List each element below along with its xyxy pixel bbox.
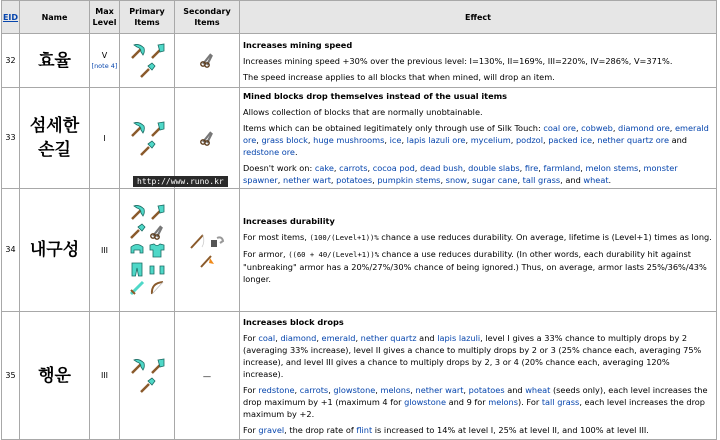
- table-row: [2, 34, 717, 88]
- effect-text: ,: [463, 384, 469, 395]
- eid-cell: 35: [2, 312, 20, 440]
- effect-text: ,: [384, 135, 390, 145]
- effect-text: Mined blocks drop themselves instead of the usual items: [243, 91, 508, 101]
- max-level-value: III: [100, 371, 109, 380]
- effect-text: ). For: [518, 396, 542, 407]
- item-link[interactable]: potatoes: [468, 384, 505, 395]
- item-link[interactable]: redstone ore: [243, 147, 295, 157]
- diamond-axe-icon[interactable]: [148, 203, 166, 221]
- item-link[interactable]: dead bush: [420, 163, 463, 173]
- effect-text: ,: [462, 163, 469, 173]
- item-link[interactable]: coal: [258, 332, 276, 343]
- effect-text: Increases mining speed +30% over the previous level: I=130%, II=169%, III=220%, IV=286%, V=371%.: [243, 55, 673, 66]
- enchant-name: 내구성: [20, 189, 90, 312]
- effect-heading: [243, 316, 712, 328]
- item-link[interactable]: double slabs: [468, 163, 520, 173]
- effect-text: For: [243, 424, 259, 435]
- item-link[interactable]: flint: [356, 424, 373, 435]
- effect-text: For: [243, 332, 259, 343]
- item-link[interactable]: redstone: [258, 384, 295, 395]
- effect-text: ,: [277, 175, 283, 185]
- effect-text: ,: [612, 123, 619, 133]
- primary-items-cell: [120, 189, 175, 312]
- fishing-rod-icon[interactable]: [188, 232, 206, 250]
- primary-items-cell: [120, 312, 175, 440]
- item-link[interactable]: mycelium: [470, 135, 511, 145]
- eid-cell: 32: [2, 34, 20, 88]
- item-link[interactable]: huge mushrooms: [313, 135, 385, 145]
- item-link[interactable]: tall grass: [541, 396, 580, 407]
- item-link[interactable]: packed ice: [548, 135, 593, 145]
- item-link[interactable]: cocoa pod: [372, 163, 415, 173]
- item-link[interactable]: melons: [380, 384, 411, 395]
- effect-cell: [240, 34, 717, 88]
- diamond-sword-icon[interactable]: [128, 279, 146, 297]
- item-link[interactable]: coal ore: [543, 123, 576, 133]
- effect-text: ,: [592, 135, 598, 145]
- item-link[interactable]: nether quartz: [360, 332, 417, 343]
- max-level-cell: [90, 312, 120, 440]
- effect-paragraph: [243, 248, 712, 285]
- table-row: [2, 189, 717, 312]
- table-row: [2, 88, 717, 189]
- effect-paragraph: [243, 162, 712, 186]
- effect-text: ,: [316, 332, 322, 343]
- effect-cell: [240, 189, 717, 312]
- effect-text: ,: [328, 384, 334, 395]
- carrot-on-a-stick-icon[interactable]: [198, 251, 216, 269]
- effect-text: , and: [560, 175, 584, 185]
- effect-text: ,: [307, 135, 314, 145]
- table-row: [2, 312, 717, 440]
- diamond-chestplate-icon[interactable]: [148, 241, 166, 259]
- effect-text: and: [669, 135, 688, 145]
- item-link[interactable]: podzol: [515, 135, 543, 145]
- header-max-level: Max Level: [90, 1, 120, 34]
- item-link[interactable]: snow: [445, 175, 467, 185]
- item-link[interactable]: gravel: [258, 424, 285, 435]
- effect-text: ,: [542, 135, 549, 145]
- effect-text: ,: [410, 384, 416, 395]
- item-link[interactable]: emerald: [321, 332, 356, 343]
- formula-text: ((60 + 40/(Level+1))%: [288, 250, 380, 259]
- effect-text: ,: [372, 175, 378, 185]
- item-link[interactable]: emerald ore: [243, 123, 709, 145]
- effect-paragraph: [243, 332, 712, 380]
- secondary-items-cell: [175, 34, 240, 88]
- diamond-shovel-icon[interactable]: [138, 376, 156, 394]
- secondary-none-dash: —: [202, 370, 212, 381]
- diamond-boots-icon[interactable]: [148, 260, 166, 278]
- item-link[interactable]: lapis lazuli: [437, 332, 481, 343]
- effect-text: and: [504, 384, 526, 395]
- effect-text: .: [608, 175, 612, 185]
- effect-text: ,: [355, 332, 361, 343]
- effect-text: ,: [294, 384, 300, 395]
- enchantment-table: [1, 0, 717, 440]
- effect-heading: [243, 215, 712, 227]
- effect-paragraph: [243, 122, 712, 158]
- item-link[interactable]: glowstone: [404, 396, 446, 407]
- effect-cell: [240, 88, 717, 189]
- item-link[interactable]: nether wart: [415, 384, 464, 395]
- header-primary-items: Primary Items: [120, 1, 175, 34]
- item-link[interactable]: cobweb: [581, 123, 613, 133]
- eid-cell: 34: [2, 189, 20, 312]
- item-link[interactable]: carrots: [299, 384, 329, 395]
- effect-text: ,: [414, 163, 420, 173]
- effect-text: ,: [575, 123, 582, 133]
- header-effect: Effect: [240, 1, 717, 34]
- secondary-items-cell: [175, 312, 240, 440]
- max-level-cell: [90, 88, 120, 189]
- item-link[interactable]: diamond: [280, 332, 317, 343]
- diamond-shovel-icon[interactable]: [138, 61, 156, 79]
- effect-paragraph: [243, 71, 712, 83]
- diamond-leggings-icon[interactable]: [128, 260, 146, 278]
- diamond-helmet-icon[interactable]: [128, 241, 146, 259]
- effect-paragraph: [243, 231, 712, 244]
- diamond-axe-icon[interactable]: [148, 120, 166, 138]
- effect-paragraph: [243, 424, 712, 436]
- effect-text: ,: [465, 135, 471, 145]
- enchant-name: 섬세한 손길: [20, 88, 90, 189]
- item-link[interactable]: nether wart: [283, 175, 331, 185]
- effect-text: For: [243, 384, 259, 395]
- effect-text: .: [294, 147, 298, 157]
- item-link[interactable]: wheat: [583, 175, 609, 185]
- effect-paragraph: [243, 106, 712, 118]
- effect-text: , the drop rate of: [284, 424, 357, 435]
- effect-text: (seeds only), each level increases the drop maximum by +1 (maximum 4 for: [243, 384, 708, 407]
- item-link[interactable]: ice: [389, 135, 402, 145]
- effect-text: , level I gives a 33% chance to multiply drops by 2 (averaging 33% increase), level II gives a chance to multiply drops by 2 or 3 (25% chance each, averaging 75% increase), and level III gives a chance to multiply drops by 2, 3 or 4 (20% chance each, averaging 120% increase).: [243, 332, 702, 379]
- diamond-pickaxe-icon[interactable]: [128, 203, 146, 221]
- effect-heading: [243, 39, 712, 51]
- effect-text: ,: [375, 384, 381, 395]
- effect-text: ,: [669, 123, 675, 133]
- note-link[interactable]: [note 4]: [91, 61, 118, 70]
- effect-text: Doesn't work on:: [243, 163, 315, 173]
- enchant-name: 행운: [20, 312, 90, 440]
- effect-text: chance a use reduces durability. On average, lifetime is (Level+1) times as long.: [378, 232, 712, 242]
- effect-text: Increases block drops: [243, 316, 344, 327]
- effect-text: Increases durability: [243, 216, 335, 226]
- effect-text: Allows collection of blocks that are normally unobtainable.: [243, 107, 483, 117]
- effect-text: ,: [517, 175, 523, 185]
- effect-text: and 9 for: [445, 396, 489, 407]
- diamond-pickaxe-icon[interactable]: [128, 120, 146, 138]
- header-name: Name: [20, 1, 90, 34]
- effect-paragraph: [243, 55, 712, 67]
- effect-text: For most items,: [243, 232, 310, 242]
- diamond-pickaxe-icon[interactable]: [128, 42, 146, 60]
- diamond-shovel-icon[interactable]: [128, 222, 146, 240]
- header-eid[interactable]: EID: [2, 1, 20, 34]
- effect-text: ,: [510, 135, 516, 145]
- effect-paragraph: [243, 384, 712, 420]
- effect-text: ,: [440, 175, 446, 185]
- diamond-pickaxe-icon[interactable]: [128, 357, 146, 375]
- effect-text: ,: [466, 175, 473, 185]
- eid-cell: 33: [2, 88, 20, 189]
- effect-text: chance a use reduces durability. (In other words, each durability hit against "unbreaking" armor has a 20%/27%/30% chance of being ignored.) Thus, on average, armor lasts 25%/36%/43% longer.: [243, 249, 707, 284]
- effect-text: ,: [330, 175, 337, 185]
- primary-items-cell: [120, 34, 175, 88]
- effect-text: ,: [519, 163, 525, 173]
- header-secondary-items: Secondary Items: [175, 1, 240, 34]
- effect-cell: [240, 312, 717, 440]
- flint-and-steel-icon[interactable]: [208, 232, 226, 250]
- effect-text: ,: [256, 135, 262, 145]
- item-link[interactable]: potatoes: [336, 175, 373, 185]
- max-level-cell: [90, 189, 120, 312]
- max-level-value: III: [100, 245, 109, 255]
- diamond-axe-icon[interactable]: [148, 42, 166, 60]
- effect-text: ,: [401, 135, 407, 145]
- diamond-axe-icon[interactable]: [148, 357, 166, 375]
- diamond-shovel-icon[interactable]: [138, 139, 156, 157]
- effect-heading: [243, 90, 712, 102]
- effect-text: ,: [333, 163, 340, 173]
- effect-text: ,: [580, 163, 586, 173]
- effect-text: ,: [275, 332, 281, 343]
- item-link[interactable]: carrots: [339, 163, 368, 173]
- item-link[interactable]: nether quartz ore: [597, 135, 669, 145]
- item-link[interactable]: sugar cane: [472, 175, 518, 185]
- shears-icon[interactable]: [198, 50, 216, 68]
- item-link[interactable]: pumpkin stems: [377, 175, 441, 185]
- item-link[interactable]: farmland: [543, 163, 581, 173]
- formula-text: (100/(Level+1))%: [309, 233, 379, 242]
- item-link[interactable]: grass block: [261, 135, 308, 145]
- max-level-value: V: [101, 50, 108, 60]
- effect-text: is increased to 14% at level I, 25% at level II, and 100% at level III.: [372, 424, 649, 435]
- effect-text: ,: [638, 163, 644, 173]
- effect-text: For armor,: [243, 249, 289, 259]
- effect-text: The speed increase applies to all blocks that when mined, will drop an item.: [243, 71, 555, 82]
- header-row: [2, 1, 717, 34]
- max-level-cell: [90, 34, 120, 88]
- shears-icon[interactable]: [198, 128, 216, 146]
- watermark-url: http://www.runo.kr: [133, 176, 228, 187]
- item-link[interactable]: monster spawner: [243, 163, 678, 185]
- item-link[interactable]: melon stems: [585, 163, 639, 173]
- item-link[interactable]: melons: [488, 396, 519, 407]
- item-link[interactable]: lapis lazuli ore: [406, 135, 466, 145]
- secondary-items-cell: [175, 88, 240, 189]
- effect-text: and: [416, 332, 438, 343]
- enchant-name: 효율: [20, 34, 90, 88]
- effect-text: ,: [367, 163, 373, 173]
- item-link[interactable]: diamond ore: [618, 123, 670, 133]
- max-level-value: I: [103, 133, 106, 143]
- bow-icon[interactable]: [148, 279, 166, 297]
- effect-text: ,: [538, 163, 544, 173]
- item-link[interactable]: wheat: [525, 384, 551, 395]
- effect-text: Items which can be obtained legitimately only through use of Silk Touch:: [243, 123, 544, 133]
- item-link[interactable]: fire: [524, 163, 539, 173]
- shears-icon[interactable]: [148, 222, 166, 240]
- item-link[interactable]: cake: [314, 163, 334, 173]
- effect-text: , each level increases the drop maximum by +2.: [243, 396, 705, 419]
- primary-items-cell: [120, 88, 175, 189]
- item-link[interactable]: glowstone: [333, 384, 376, 395]
- item-link[interactable]: tall grass: [522, 175, 561, 185]
- effect-text: Increases mining speed: [243, 39, 353, 50]
- secondary-items-cell: [175, 189, 240, 312]
